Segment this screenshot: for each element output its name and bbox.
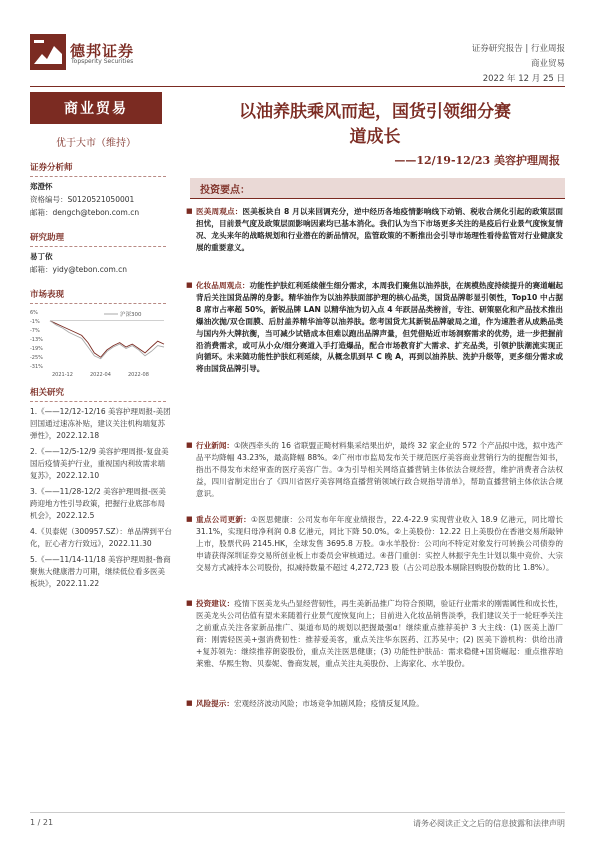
paragraph-medical-aesthetics: ■ 医美周观点：医美板块自 8 月以来回调充分，逆中经历各地疫情影响线下动销、税收合规化引起的政策层面担忧，目前景气度及政策层面影响因素均已基本消化。我们认为当下市场更多关注的是疫后行业景气度恢复情况、龙头来年的战略规划和行业潜在的新品情况，监管政策的不断推出会引导市场理性看待监管对行业健康发展的重要意义。 (186, 207, 564, 252)
bullet-icon: ■ (186, 281, 193, 289)
footer-note: 请务必阅读正文之后的信息披露和法律声明 (413, 819, 565, 828)
related-item[interactable]: 1.《——12/12-12/16 美容护理周报-美团回国通过速冻补贴，建议关注机构端复苏弹性》，2022.12.18 (30, 407, 171, 440)
y-tick-label: -31% (30, 364, 43, 370)
y-tick-label: -19% (30, 346, 43, 352)
bullet-icon: ■ (186, 699, 193, 707)
rating: 优于大市（维持） (56, 138, 136, 149)
assistant-section-title: 研究助理 (30, 231, 166, 247)
assistant-name: 易丁依 (30, 252, 53, 261)
bullet-icon: ■ (186, 599, 193, 607)
bullet-icon: ■ (186, 515, 193, 523)
related-item[interactable]: 4.《贝泰妮（300957.SZ）：单品牌到平台化，匠心者方行致远》，2022.11.30 (30, 527, 172, 548)
y-tick-label: -7% (30, 328, 40, 334)
y-tick-label: -13% (30, 337, 43, 343)
y-tick-label: -1% (30, 319, 40, 325)
logo-text-en: Topsperity Securities (71, 58, 134, 65)
logo-text-cn: 德邦证券 (70, 42, 135, 60)
y-tick-label: -25% (30, 355, 43, 361)
x-tick-label: 2022-08 (128, 372, 149, 378)
legend-label: 沪深300 (120, 312, 142, 318)
report-title: 以油养肤乘风而起，国货引领细分赛 道成长 (239, 102, 511, 147)
key-points-divider (190, 198, 565, 199)
x-tick-label: 2022-04 (90, 372, 111, 378)
left-sidebar (30, 92, 172, 590)
y-tick-label: 6% (30, 310, 38, 316)
assistant-email[interactable]: 邮箱：yidy@tebon.com.cn (30, 265, 128, 274)
industry-label: 商业贸易 (30, 92, 162, 124)
paragraph-risk: ■ 风险提示：宏观经济波动风险；市场竞争加剧风险；疫情反复风险。 (186, 699, 424, 708)
related-item[interactable]: 2.《——12/5-12/9 美容护理周报-复盘美国后疫情美护行业，重视国内利妆需求端复苏》，2022.12.10 (30, 447, 169, 480)
analyst-cert: 资格编号：S0120521050001 (30, 195, 135, 204)
paragraph-industry-news: ■ 行业新闻：①陕西牵头的 16 省联盟正畸材料集采结果出炉，最终 32 家企业的 572 个产品拟中选，拟中选产品平均降幅 43.23%，最高降幅 88%。②广州市市监局发布关于规范医疗美容商业营销行为的提醒告知书，指出不得发布未经审查的医疗美容广告。③为引导相关网络直播营销主体依法合规经营，维护消费者合法权益，四川省制定出台了《四川省医疗美容网络直播营销领域行政合规指导清单》，帮助直播营销主体依法合规意识。 (186, 441, 564, 498)
paragraph-company-updates: ■ 重点公司更新：①医思健康：公司发布年年度业绩报告，22.4-22.9 实现营业收入 18.9 亿港元，同比增长 31.1%，实现归母净利润 0.8 亿港元，同比下降 50.0%。②上美股份：12.22 日上美股份在香港交易所敲钟上市，股票代码 2145.HK，全球发售 3695.8 万股。③水羊股份：公司向不特定对象发行可转换公司债券的申请获得深圳证券交易所创业板上市委员会审核通过。④普门重创：实控人林振宇先生计划以集中竞价、大宗交易方式减持本公司股份，拟减持数量不超过 4,272,723 股（占公司总股本剔除回购股份数的比 1.8%）。 (186, 515, 564, 572)
market-section-title: 市场表现 (30, 288, 166, 304)
analyst-name: 郑澄怀 (30, 182, 53, 191)
company-logo-icon (30, 34, 66, 70)
analyst-section-title: 证券分析师 (30, 161, 166, 177)
report-subtitle: ——12/19-12/23 美容护理周报 (394, 154, 560, 167)
series-line (50, 321, 164, 359)
bullet-icon: ■ (186, 441, 193, 449)
related-section-title: 相关研究 (30, 386, 166, 402)
header-divider (30, 86, 565, 87)
related-item[interactable]: 3.《——11/28-12/2 美容护理周报-医美跨迎地方性引导政策，把握行业底部布局机会》，2022.12.5 (30, 487, 166, 520)
market-chart-svg (30, 308, 168, 378)
page-number: 1 / 21 (30, 818, 54, 827)
report-date: 2022 年 12 月 25 日 (482, 74, 565, 84)
market-chart (30, 308, 168, 378)
related-item[interactable]: 5.《——11/14-11/18 美容护理周报-鲁商聚焦大健康潜力可期，继续低位看多医美板块》，2022.11.22 (30, 555, 171, 588)
header-industry: 商业贸易 (530, 59, 565, 69)
bullet-icon: ■ (186, 207, 193, 215)
key-points-title: 投资要点： (200, 185, 250, 196)
x-tick-label: 2021-12 (52, 372, 73, 378)
report-type: 证券研究报告 | 行业周报 (471, 44, 565, 54)
related-list (30, 406, 172, 590)
analyst-email[interactable]: 邮箱：dengch@tebon.com.cn (30, 208, 140, 217)
footer-divider (30, 812, 565, 813)
paragraph-investment-advice: ■ 投资建议：疫情下医美龙头凸显经营韧性，再生美新品推广均符合预期，验证行业需求的刚需属性和成长性，医美龙头公司估值有望未来随着行业景气度恢复向上；目前进入化妆品销售淡季，我们建议关于一轮旺季关注之前重点关注各家新品推广、渠道布局的规划以把握最强α！继续重点推荐美护 3 大主线：(1) 医美上游厂商：刚需轻医美+强消费韧性：推荐爱美客，重点关注华东医药、江苏吴中；(2) 医美下游机构：供给出清+复苏领先：继续推荐朗姿股份，重点关注医思健康；(3) 功能性护肤品：需求稳健+国货崛起：重点推荐珀莱雅、华熙生物、贝泰妮、鲁商发展，重点关注丸美股份、上海家化、水羊股份。 (186, 599, 563, 668)
paragraph-cosmetics: ■ 化妆品周观点：功能性护肤红利延续催生细分需求，本周我们聚焦以油养肤，在规模热度持续提升的赛道崛起背后关注国货品牌的身影。精华油作为以油养肤面部护理的核心品类，国货品牌彰显引领性，Top10 中占据 8 席市占率超 50%，新锐品牌 LAN 以精华油为切入点 4 年跃居品类榜首，专注、研策驱化和产品技术推出爆油次抛/双仓面膜、后肘盖养精华油等以油养肤。您考国货尤其新锐品牌破局之道，作为速胜者从成熟品类与国内外大牌抗衡，当可减少试错成本但难以跑出品牌声量，但凭借贴近市场洞察需求的优势，进一步把握前沿消费需求，或可从小众/细分赛道入手打造爆品，配合市场教育扩大需求、扩充品类，引领护肤潮流实现正向循环。未来随功能性护肤红利延续，从概念肌到早 C 晚 A，再到以油养肤、洗护升级等，更多细分需求或将由国货品牌引导。 (186, 281, 563, 374)
